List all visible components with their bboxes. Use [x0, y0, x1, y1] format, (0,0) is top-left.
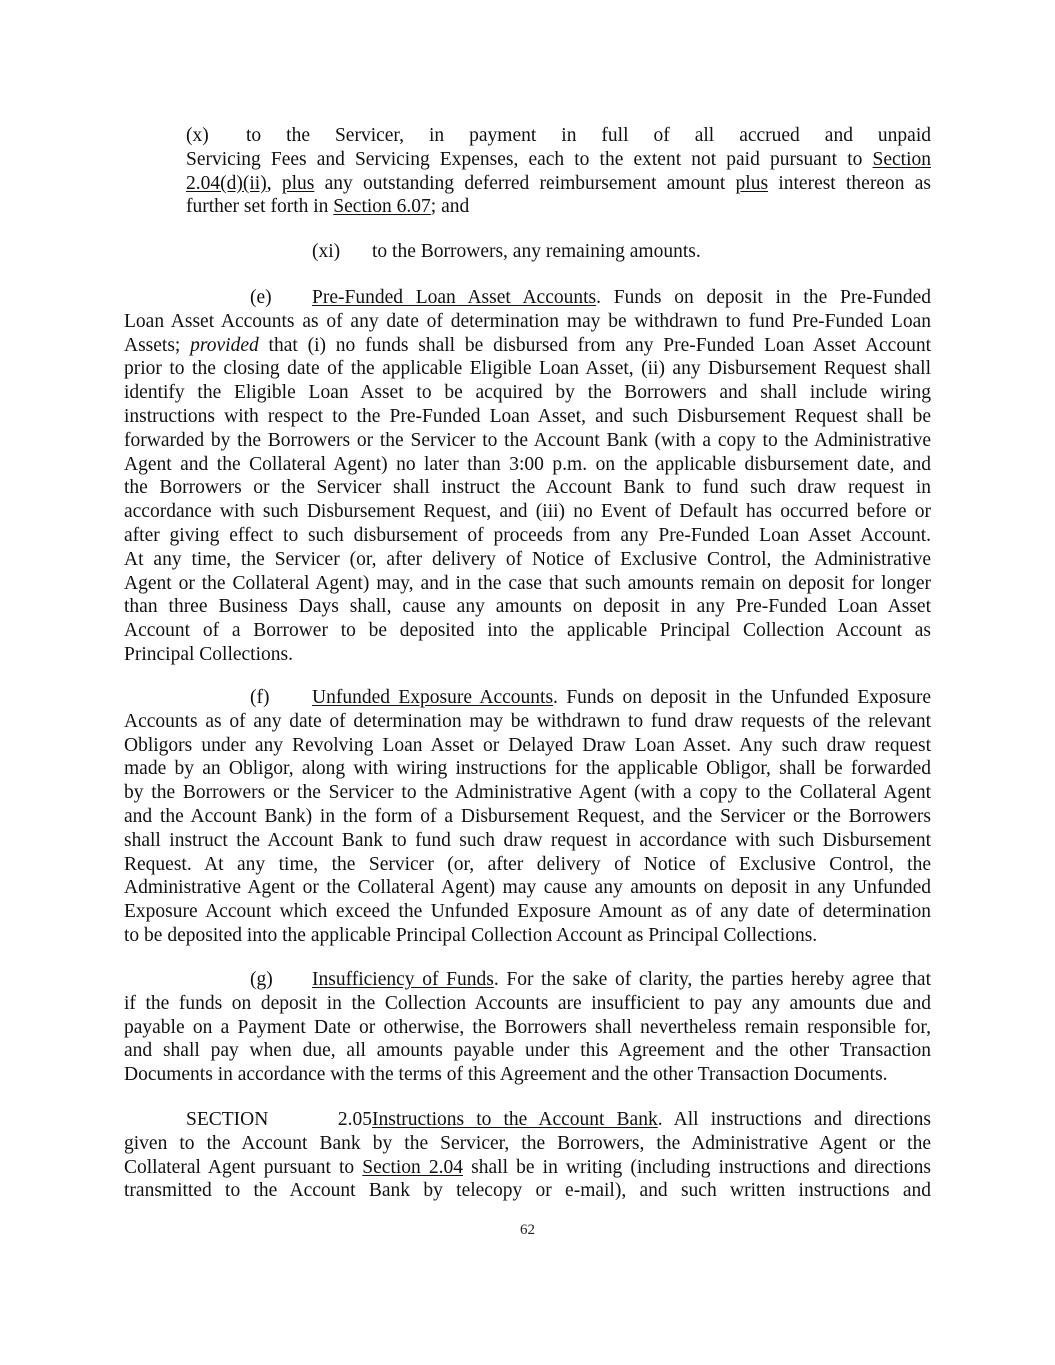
- text-line: to be deposited into the applicable Principal Collection Account as Principal Collections.: [124, 924, 818, 946]
- section-heading: Pre-Funded Loan Asset Accounts: [312, 287, 597, 308]
- text-line: Administrative Agent or the Collateral Agent) may cause any amounts on deposit in any Unfunded: [124, 877, 931, 899]
- text-line: (g) Insufficiency of Funds. For the sake of clarity, the parties hereby agree that: [250, 969, 931, 990]
- underlined-reference: 2.04(d)(ii): [186, 172, 267, 194]
- clause-xi: [312, 240, 932, 264]
- underlined-reference: Section 6.07: [333, 196, 431, 218]
- text-line: than three Business Days shall, cause any amounts on deposit in any Pre-Funded Loan Asset: [124, 596, 931, 618]
- section-g: [124, 968, 931, 1087]
- underlined-reference: plus: [281, 172, 315, 194]
- text-line: if the funds on deposit in the Collection Accounts are insufficient to pay any amounts due and: [124, 992, 931, 1014]
- clause-text: to the Borrowers, any remaining amounts.: [372, 241, 701, 262]
- text-line: Request. At any time, the Servicer (or, after delivery of Notice of Exclusive Control, the: [124, 853, 931, 875]
- underlined-reference: Section: [872, 148, 931, 170]
- text-line: SECTION 2.05Instructions to the Account Bank. All instructions and directions: [186, 1109, 931, 1130]
- section-label: SECTION 2.05: [186, 1109, 372, 1130]
- rich-line: further set forth in Section 6.07; and: [186, 196, 470, 218]
- text-line: payable on a Payment Date or otherwise, the Borrowers shall nevertheless remain responsible for,: [124, 1016, 931, 1038]
- text-line: the Borrowers or the Servicer shall instruct the Account Bank to fund such draw request in: [124, 477, 931, 499]
- text-line: and shall pay when due, all amounts payable under this Agreement and the other Transaction: [124, 1040, 931, 1062]
- text-line: made by an Obligor, along with wiring instructions for the applicable Obligor, shall be forwarded: [124, 758, 931, 780]
- section-2-05: [124, 1108, 931, 1203]
- section-label: (e): [250, 287, 272, 308]
- section-heading: Insufficiency of Funds: [312, 969, 494, 990]
- text-line: and the Account Bank) in the form of a Disbursement Request, and the Servicer or the Borrowers: [124, 805, 931, 827]
- text-line: Account of a Borrower to be deposited into the applicable Principal Collection Account as: [124, 620, 931, 642]
- text-line: (e) Pre-Funded Loan Asset Accounts. Funds on deposit in the Pre-Funded: [250, 287, 931, 308]
- clause-label: (xi): [312, 241, 341, 262]
- italic-term: provided: [190, 334, 259, 356]
- text-line: instructions with respect to the Pre-Funded Loan Asset, and such Disbursement Request shall be: [124, 405, 931, 427]
- text-line: Accounts as of any date of determination may be withdrawn to fund draw requests of the relevant: [124, 710, 931, 732]
- underlined-reference: Section 2.04: [362, 1156, 464, 1178]
- section-f: [124, 686, 931, 948]
- text-line: transmitted to the Account Bank by telecopy or e-mail), and such written instructions and: [124, 1180, 931, 1202]
- text-line: Principal Collections.: [124, 643, 293, 665]
- clause-x: [186, 124, 931, 219]
- text-line: Agent or the Collateral Agent) may, and in the case that such amounts remain on deposit for longer: [124, 572, 931, 594]
- text-line: At any time, the Servicer (or, after delivery of Notice of Exclusive Control, the Administrative: [124, 548, 931, 570]
- rich-line: 2.04(d)(ii), plus any outstanding deferred reimbursement amount plus interest thereon as: [186, 172, 931, 194]
- text-line: Exposure Account which exceed the Unfunded Exposure Amount as of any date of determination: [124, 901, 931, 923]
- text-line: shall instruct the Account Bank to fund such draw request in accordance with such Disbursement: [124, 829, 931, 851]
- text-line: after giving effect to such disbursement of proceeds from any Pre-Funded Loan Asset Account.: [124, 524, 931, 546]
- underlined-reference: plus: [735, 172, 769, 194]
- text-line: prior to the closing date of the applicable Eligible Loan Asset, (ii) any Disbursement Request shall: [124, 358, 931, 380]
- text-line: Loan Asset Accounts as of any date of determination may be withdrawn to fund Pre-Funded Loan: [124, 310, 931, 332]
- rich-line: Servicing Fees and Servicing Expenses, each to the extent not paid pursuant to Section: [186, 148, 931, 170]
- text-line: forwarded by the Borrowers or the Servicer to the Account Bank (with a copy to the Administrative: [124, 429, 931, 451]
- text-line: identify the Eligible Loan Asset to be acquired by the Borrowers and shall include wiring: [124, 382, 931, 404]
- section-label: (g): [250, 969, 273, 990]
- text-line: Obligors under any Revolving Loan Asset or Delayed Draw Loan Asset. Any such draw request: [124, 734, 931, 756]
- text-line: by the Borrowers or the Servicer to the Administrative Agent (with a copy to the Collateral Agent: [124, 782, 931, 804]
- section-e: [124, 286, 931, 667]
- section-label: (f): [250, 687, 270, 708]
- text-line: Documents in accordance with the terms of this Agreement and the other Transaction Documents.: [124, 1064, 888, 1086]
- text-line: Collateral Agent pursuant to Section 2.04 shall be in writing (including instructions and directions: [124, 1156, 931, 1178]
- text-line: Assets; provided that (i) no funds shall be disbursed from any Pre-Funded Loan Asset Account: [124, 334, 932, 356]
- text-line: (f) Unfunded Exposure Accounts. Funds on deposit in the Unfunded Exposure: [250, 687, 931, 708]
- section-heading: Unfunded Exposure Accounts: [312, 687, 554, 708]
- text-line: accordance with such Disbursement Request, and (iii) no Event of Default has occurred before or: [124, 501, 931, 523]
- text-line: Agent and the Collateral Agent) no later than 3:00 p.m. on the applicable disbursement date, and: [124, 453, 931, 475]
- clause-text: to the Servicer, in payment in full of all accrued and unpaid: [246, 125, 931, 146]
- clause-label: (x): [186, 125, 209, 146]
- section-heading: Instructions to the Account Bank: [372, 1109, 658, 1130]
- page-number: 62: [520, 1222, 535, 1238]
- text-line: given to the Account Bank by the Servicer, the Borrowers, the Administrative Agent or the: [124, 1132, 931, 1154]
